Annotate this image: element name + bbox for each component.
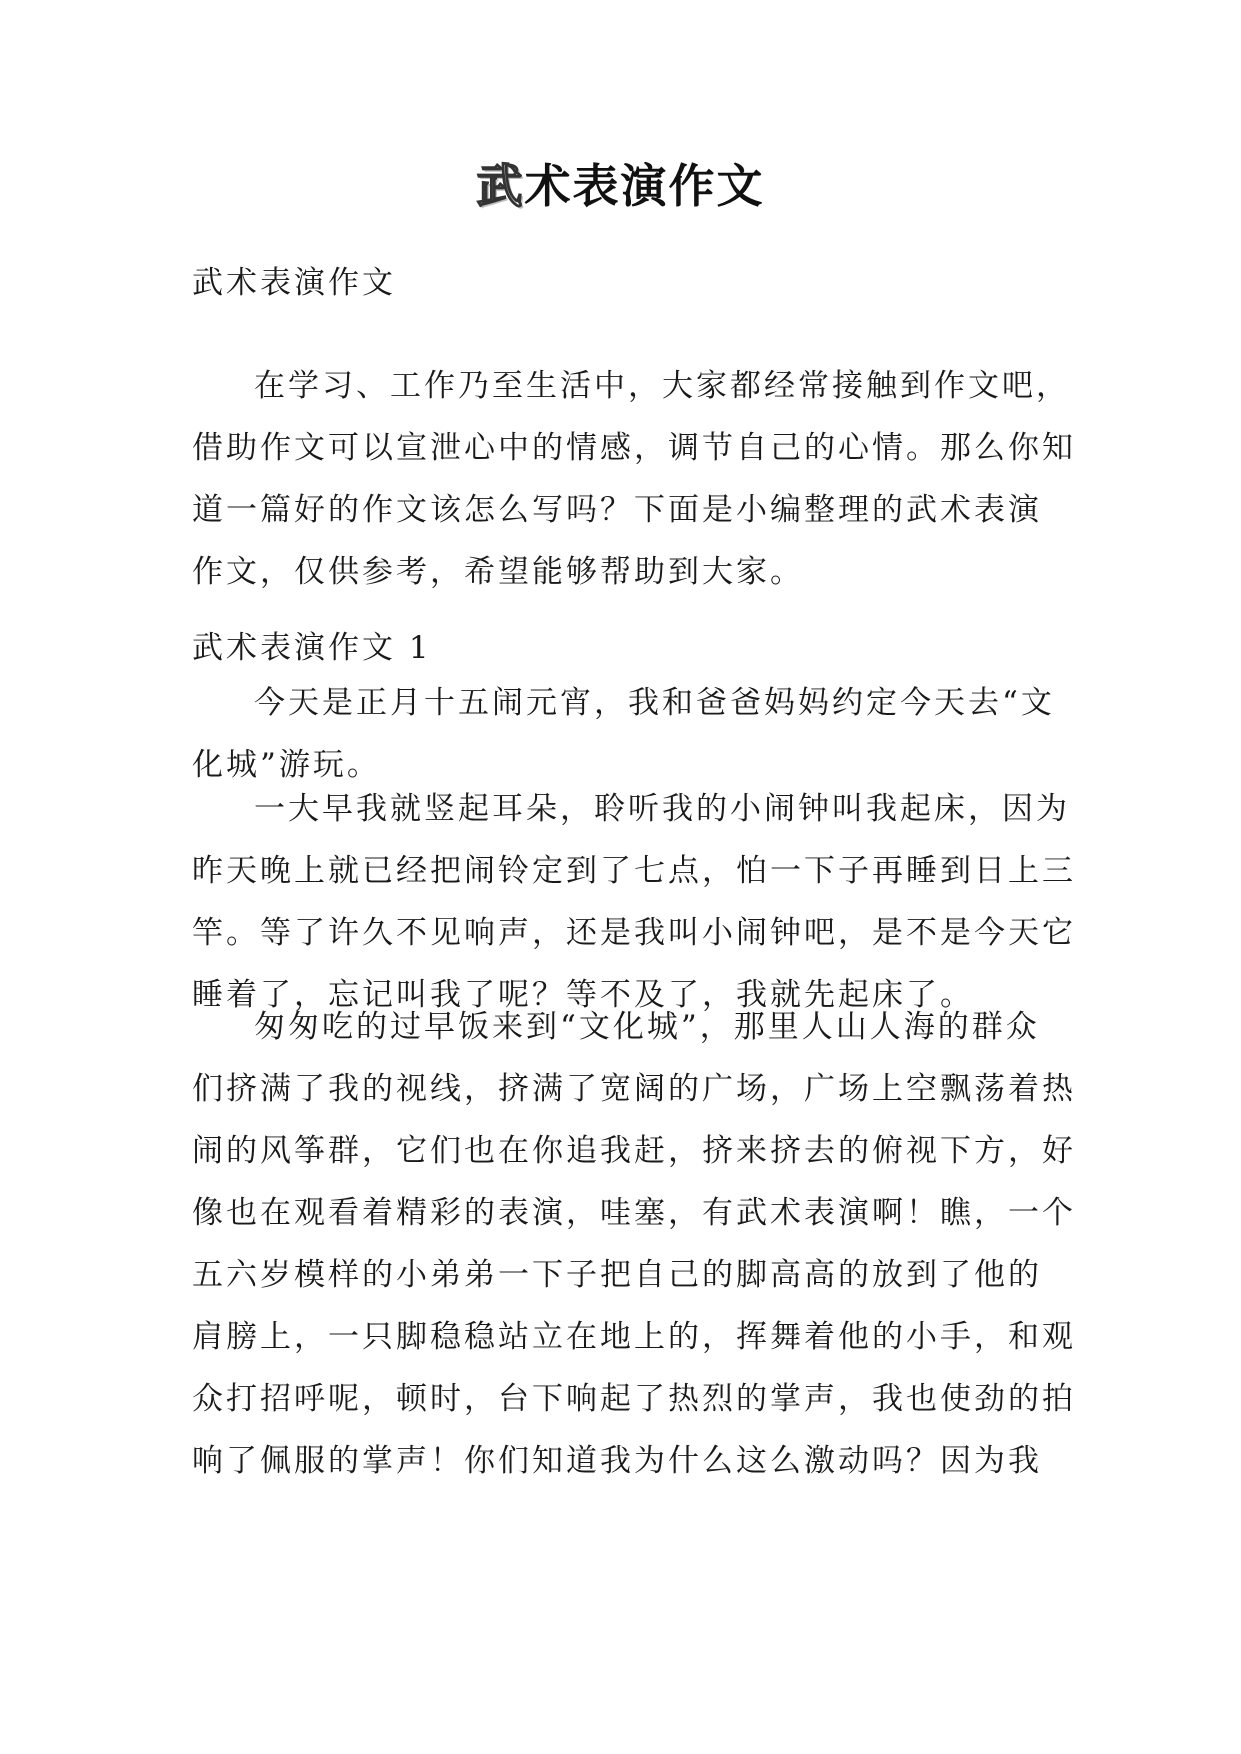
paragraph-line: 五六岁模样的小弟弟一下子把自己的脚高高的放到了他的	[192, 1257, 1042, 1293]
document-title	[0, 150, 1241, 216]
paragraph-line: 肩膀上，一只脚稳稳站立在地上的，挥舞着他的小手，和观	[192, 1319, 1076, 1355]
paragraph-line: 化城”游玩。	[192, 747, 381, 783]
body-paragraph-3	[192, 996, 1076, 1492]
paragraph-line: 们挤满了我的视线，挤满了宽阔的广场，广场上空飘荡着热	[192, 1071, 1076, 1107]
intro-paragraph	[192, 355, 1076, 603]
intro-line: 借助作文可以宣泄心中的情感，调节自己的心情。那么你知	[192, 430, 1076, 466]
document-subtitle: 武术表演作文	[192, 265, 396, 301]
paragraph-line: 像也在观看着精彩的表演，哇塞，有武术表演啊！瞧，一个	[192, 1195, 1076, 1231]
paragraph-line: 今天是正月十五闹元宵，我和爸爸妈妈约定今天去“文	[254, 685, 1055, 721]
paragraph-line: 竿。等了许久不见响声，还是我叫小闹钟吧，是不是今天它	[192, 915, 1076, 951]
section-heading: 武术表演作文 1	[192, 630, 432, 666]
title-rest: 术表演作文	[524, 159, 765, 213]
paragraph-line: 匆匆吃的过早饭来到“文化城”，那里人山人海的群众	[254, 1009, 1040, 1045]
paragraph-line: 众打招呼呢，顿时，台下响起了热烈的掌声，我也使劲的拍	[192, 1381, 1076, 1417]
paragraph-line: 响了佩服的掌声！你们知道我为什么这么激动吗？因为我	[192, 1443, 1042, 1479]
paragraph-line: 闹的风筝群，它们也在你追我赶，挤来挤去的俯视下方，好	[192, 1133, 1076, 1169]
intro-line: 道一篇好的作文该怎么写吗？下面是小编整理的武术表演	[192, 492, 1042, 528]
intro-line: 在学习、工作乃至生活中，大家都经常接触到作文吧，	[254, 368, 1070, 404]
paragraph-line: 一大早我就竖起耳朵，聆听我的小闹钟叫我起床，因为	[254, 791, 1070, 827]
paragraph-line: 昨天晚上就已经把闹铃定到了七点，怕一下子再睡到日上三	[192, 853, 1076, 889]
body-paragraph-2	[192, 778, 1076, 1026]
intro-line: 作文，仅供参考，希望能够帮助到大家。	[192, 554, 804, 590]
paragraph-line: 睡着了，忘记叫我了呢？等不及了，我就先起床了。	[192, 977, 974, 1013]
title-first-char: 武	[476, 159, 525, 213]
